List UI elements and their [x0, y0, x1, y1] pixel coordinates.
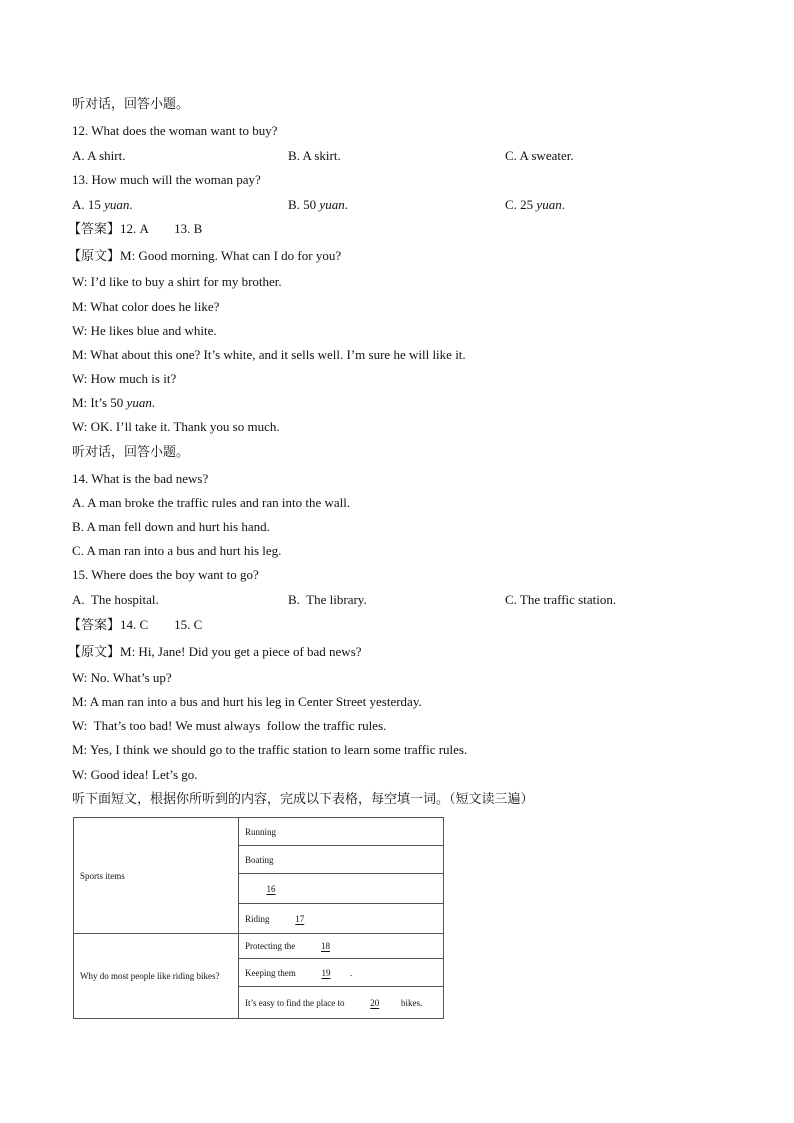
keep-label: Keeping them: [245, 967, 296, 978]
transcript-line-4: W: He likes blue and white.: [72, 323, 217, 338]
blank-18[interactable]: 18: [321, 941, 330, 951]
riding-label: Riding: [245, 913, 270, 924]
question-15: 15. Where does the boy want to go?: [72, 567, 259, 582]
transcript2-line-5: M: Yes, I think we should go to the traffic station to learn some traffic rules.: [72, 742, 468, 757]
q12-option-b: B. A skirt.: [288, 148, 341, 163]
transcript2-line-2: W: No. What’s up?: [72, 670, 172, 685]
transcript2-line-4: W: That’s too bad! We must always follow the traffic rules.: [72, 718, 387, 733]
blank-16-cell: [239, 874, 444, 904]
protect-label: Protecting the: [245, 941, 296, 951]
q13-option-c: C. 25 yuan.: [505, 197, 565, 212]
q15-option-c: C. The traffic station.: [505, 592, 617, 607]
keep-cell: [239, 959, 444, 987]
transcript2-line-3: M: A man ran into a bus and hurt his leg in Center Street yesterday.: [72, 694, 422, 709]
blank-20[interactable]: 20: [370, 997, 380, 1008]
section3-instruction: 听下面短文，根据你所听到的内容，完成以下表格，每空填一词。（短文读三遍）: [72, 792, 534, 807]
sports-items-label: Sports items: [74, 818, 239, 934]
keep-period: .: [350, 967, 353, 978]
transcript-line-6: W: How much is it?: [72, 371, 177, 386]
question-14: 14. What is the bad news?: [72, 471, 209, 486]
easy-label: It’s easy to find the place to: [245, 997, 345, 1008]
reasons-label: Why do most people like riding bikes?: [74, 934, 239, 1019]
q14-option-c: C. A man ran into a bus and hurt his leg.: [72, 543, 282, 558]
q13-option-a: A. 15 yuan.: [72, 197, 133, 212]
item-running: Running: [239, 818, 444, 846]
blank-17[interactable]: 17: [295, 913, 305, 924]
q12-option-c: C. A sweater.: [505, 148, 574, 163]
blank-19[interactable]: 19: [321, 967, 331, 978]
answer-12-13: 【答案】12. A 13. B: [68, 221, 203, 237]
question-12: 12. What does the woman want to buy?: [72, 123, 278, 138]
section2-instruction: 听对话，回答小题。: [72, 445, 190, 460]
easy-cell: [239, 987, 444, 1019]
transcript-line-1: 【原文】M: Good morning. What can I do for you?: [68, 248, 342, 264]
q12-option-a: A. A shirt.: [72, 148, 126, 163]
q14-option-a: A. A man broke the traffic rules and ran into the wall.: [72, 495, 351, 510]
section1-instruction: 听对话，回答小题。: [72, 97, 190, 112]
item-boating: Boating: [239, 846, 444, 874]
transcript-line-5: M: What about this one? It’s white, and it sells well. I’m sure he will like it.: [72, 347, 466, 362]
blank-16[interactable]: 16: [266, 883, 276, 894]
q14-option-b: B. A man fell down and hurt his hand.: [72, 519, 270, 534]
fill-in-table: [73, 817, 444, 1019]
q15-option-b: B. The library.: [288, 592, 367, 607]
question-13: 13. How much will the woman pay?: [72, 172, 261, 187]
q15-option-a: A. The hospital.: [72, 592, 159, 607]
transcript-line-7: M: It’s 50 yuan.: [72, 395, 156, 410]
transcript2-line-1: 【原文】M: Hi, Jane! Did you get a piece of bad news?: [68, 644, 362, 660]
protect-cell: [239, 934, 444, 959]
answer-14-15: 【答案】14. C 15. C: [68, 617, 203, 633]
q13-option-b: B. 50 yuan.: [288, 197, 348, 212]
transcript2-line-6: W: Good idea! Let’s go.: [72, 767, 198, 782]
transcript-line-2: W: I’d like to buy a shirt for my brother.: [72, 274, 282, 289]
riding-cell: [239, 904, 444, 934]
easy-post: bikes.: [400, 997, 423, 1008]
transcript-line-8: W: OK. I’ll take it. Thank you so much.: [72, 419, 280, 434]
transcript-line-3: M: What color does he like?: [72, 299, 220, 314]
